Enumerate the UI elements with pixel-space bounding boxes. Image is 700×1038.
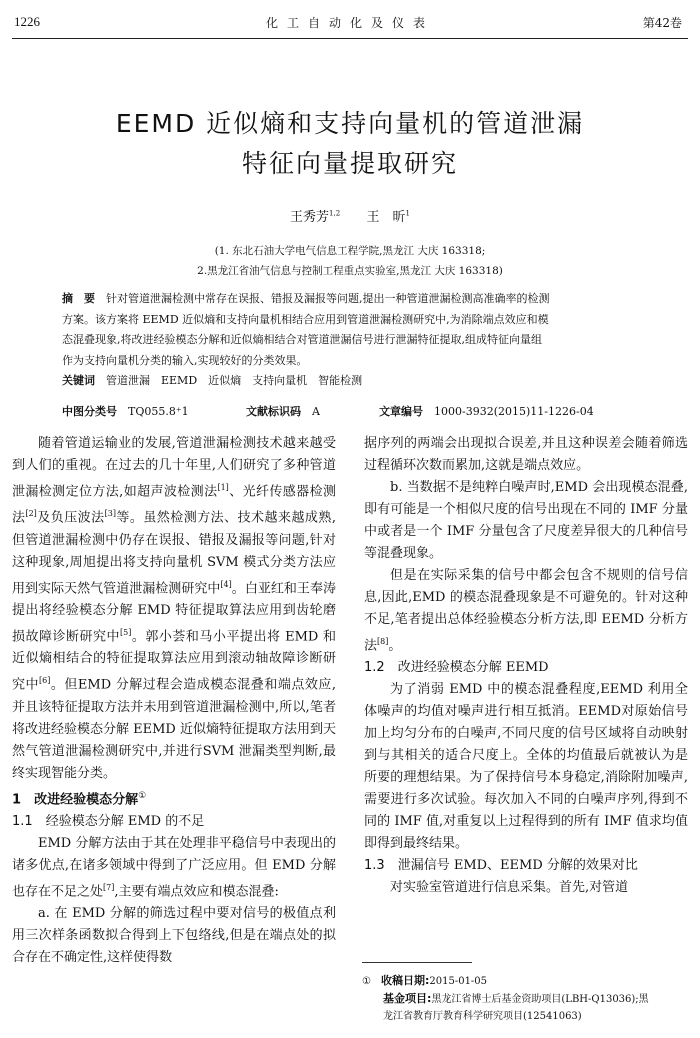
- author-name: 王秀芳: [290, 210, 330, 225]
- footnote: [362, 972, 688, 1025]
- intro-paragraph: 随着管道运输业的发展,管道泄漏检测技术越来越受到人们的重视。在过去的几十年里,人们研究了多种管道泄漏检测定位方法,如超声波检测法[1]、光纤传感器检测法[2]及负压波法[3]等。虽然检测方法、技术越来越成熟,但管道泄漏检测中仍存在误报、错报及漏报等问题,针对这种现象,周旭提出将支持向量机 SVM 模式分类方法应用到实际天然气管道泄漏检测研究中[4]。白亚红和王奉涛提出将经验模态分解 EMD 特征提取算法应用到齿轮磨损故障诊断研究中[5]。郭小荟和马小平提出将 EMD 和近似熵相结合的特征提取算法应用到滚动轴故障诊断研究中[6]。但EMD 分解过程会造成模态混叠和端点效应,并且该特征提取方法并未用到管道泄漏检测中,所以,笔者将改进经验模态分解 EEMD 近似熵特征提取方法用到天然气管道泄漏检测研究中,并进行SVM 泄漏类型判断,最终实现智能分类。: [12, 436, 337, 781]
- header-rule: [12, 38, 688, 39]
- author-affiliation-mark: 1: [405, 209, 410, 218]
- clc-label: 中图分类号: [62, 405, 117, 418]
- citation-ref: [5]: [120, 627, 132, 637]
- paragraph-c: 但是在实际采集的信号中都会包含不规则的信号信息,因此,EMD 的模态混叠现象是不可避免的。针对这种不足,笔者提出总体经验模态分析方法,即 EEMD 分析方法[8]。: [364, 568, 688, 654]
- section-heading-1: 1 改进经验模态分解①: [12, 790, 147, 807]
- doc-code-label: 文献标识码: [246, 405, 301, 418]
- author-list: [0, 206, 700, 225]
- paragraph-1-3: 对实验室管道进行信息采集。首先,对管道: [390, 880, 629, 896]
- paper-title-line-2: 特征向量提取研究: [241, 149, 458, 178]
- page-number: 1226: [14, 14, 40, 29]
- citation-ref: [8]: [377, 637, 389, 646]
- footnote-mark: ①: [138, 790, 147, 801]
- funding-text: 黑龙江省博士后基金资助项目(LBH-Q13036);黑: [431, 994, 649, 1005]
- citation-ref: [7]: [103, 882, 115, 892]
- paper-title-line-1: EEMD 近似熵和支持向量机的管道泄漏: [115, 109, 585, 138]
- funding-label: 基金项目:: [383, 992, 432, 1005]
- citation-ref: [6]: [39, 676, 51, 686]
- abstract-line: 态混叠现象,将改进经验模态分解和近似熵相结合对管道泄漏信号进行泄漏特征提取,组成特征向量组: [62, 333, 542, 347]
- received-date: 2015-01-05: [429, 976, 488, 987]
- author-name: 王 昕: [366, 210, 406, 225]
- paragraph-b: b. 当数据不是纯粹白噪声时,EMD 会出现模态混叠,即有可能是一个相似尺度的信号出现在不同的 IMF 分量中或者是一个 IMF 分量包含了尺度差异很大的几种信号等混叠现象。: [364, 480, 688, 561]
- journal-name: 化工自动化及仪表: [265, 16, 434, 30]
- author-affiliation-mark: 1,2: [329, 209, 341, 218]
- abstract-line: 方案。该方案将 EEMD 近似熵和支持向量机相结合应用到管道泄漏检测研究中,为消除端点效应和模: [62, 312, 549, 326]
- doc-code-value: A: [312, 405, 320, 418]
- abstract-line: 作为支持向量机分类的输入,实现较好的分类效果。: [62, 353, 308, 367]
- section-heading-1-2: 1.2 改进经验模态分解 EEMD: [364, 660, 549, 676]
- citation-ref: [3]: [104, 509, 116, 519]
- funding-text: 龙江省教育厅教育科学研究项目(12541063): [383, 1011, 582, 1022]
- running-header: [0, 0, 700, 40]
- citation-ref: [4]: [220, 579, 232, 589]
- article-number: [379, 403, 594, 419]
- volume-label: 第42卷: [642, 16, 682, 30]
- left-column: [12, 433, 336, 969]
- document-code: [246, 403, 320, 419]
- abstract-label: 摘 要: [62, 292, 95, 305]
- section-heading-1-1: 1.1 经验模态分解 EMD 的不足: [12, 813, 205, 829]
- clc-value: TQ055.8⁺1: [128, 405, 189, 418]
- footnote-rule: [362, 962, 472, 963]
- keywords-label: 关键词: [62, 374, 95, 388]
- right-column: [364, 433, 688, 899]
- paragraph-a: a. 在 EMD 分解的筛选过程中要对信号的极值点利用三次样条函数拟合得到上下包络线,但是在端点处的拟合存在不确定性,这样使得数: [12, 906, 336, 966]
- abstract: [62, 289, 642, 392]
- keywords-text: 管道泄漏 EEMD 近似熵 支持向量机 智能检测: [106, 374, 363, 388]
- affiliation-line: (1. 东北石油大学电气信息工程学院,黑龙江 大庆 163318;: [214, 245, 486, 257]
- citation-ref: [1]: [217, 483, 229, 492]
- affiliation-line: 2.黑龙江省油气信息与控制工程重点实验室,黑龙江 大庆 163318): [197, 265, 503, 277]
- paragraph-1-1: EMD 分解方法由于其在处理非平稳信号中表现出的诸多优点,在诸多领域中得到了广泛应用。但 EMD 分解也存在不足之处[7],主要有端点效应和模态混叠:: [12, 835, 336, 900]
- received-date-label: 收稿日期:: [380, 974, 430, 987]
- paragraph-a-continued: 据序列的两端会出现拟合误差,并且这种误差会随着筛选过程循环次数而累加,这就是端点效应。: [364, 436, 688, 473]
- abstract-line: 针对管道泄漏检测中常存在误报、错报及漏报等问题,提出一种管道泄漏检测高准确率的检测: [106, 292, 550, 305]
- citation-ref: [2]: [25, 509, 37, 519]
- footnote-mark: ①: [362, 976, 371, 987]
- article-number-value: 1000-3932(2015)11-1226-04: [434, 405, 594, 418]
- clc-number: [62, 403, 189, 419]
- article-number-label: 文章编号: [379, 405, 423, 418]
- paragraph-1-2: 为了消弱 EMD 中的模态混叠程度,EEMD 利用全体噪声的均值对噪声进行相互抵消。EEMD对原始信号加上均匀分布的白噪声,不同尺度的信号区域将自动映射到与其相关的适合尺度上。全体的均值最后就被认为是所要的理想结果。为了保持信号本身稳定,消除附加噪声,需要进行多次试验。每次加入不同的白噪声序列,得到不同的 IMF 值,对重复以上过程得到的所有 IMF 值求均值即得到最终结果。: [364, 682, 688, 852]
- section-heading-1-3: 1.3 泄漏信号 EMD、EEMD 分解的效果对比: [364, 858, 638, 874]
